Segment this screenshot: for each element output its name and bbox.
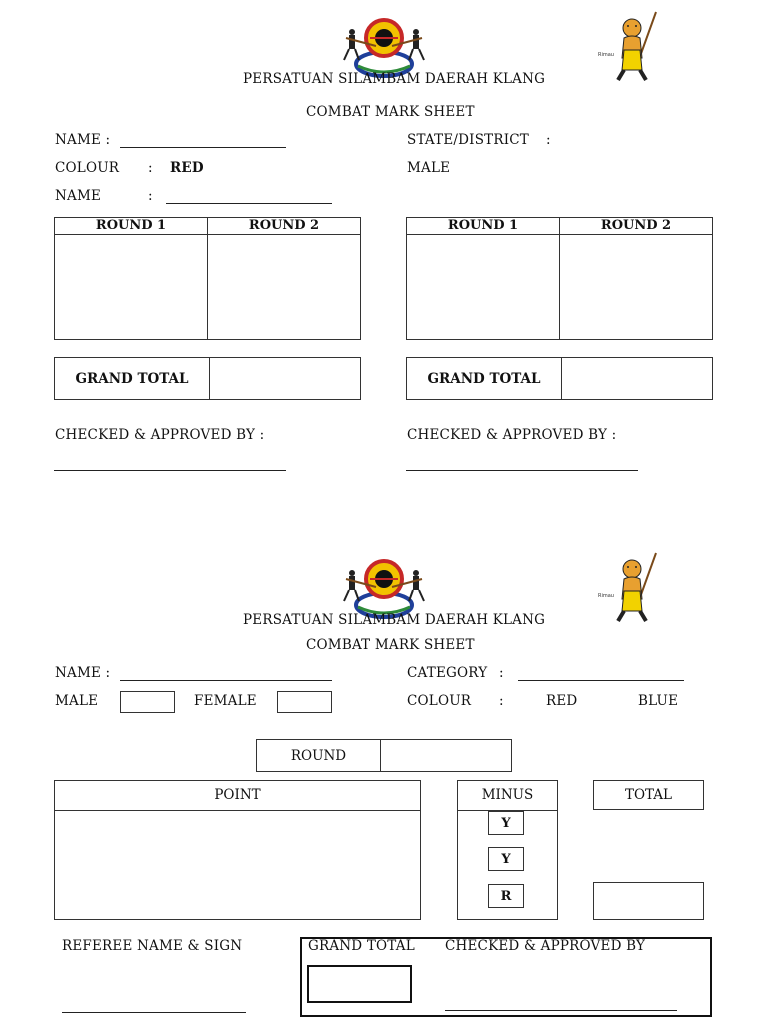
name-label: NAME :	[55, 665, 111, 681]
round-2-header: ROUND 2	[560, 218, 713, 235]
round-2-header: ROUND 2	[208, 218, 361, 235]
colour-label: COLOUR	[407, 693, 472, 709]
signature-line[interactable]	[54, 470, 286, 471]
state-district-label: STATE/DISTRICT	[407, 132, 529, 148]
name2-colon: :	[148, 188, 153, 204]
svg-text:Rimau: Rimau	[598, 52, 614, 58]
grand-total-value-cell[interactable]	[210, 358, 360, 399]
round-1-header: ROUND 1	[407, 218, 560, 235]
grand-total-label: GRAND TOTAL	[407, 358, 562, 399]
colour-colon: :	[148, 160, 153, 176]
svg-text:Rimau: Rimau	[598, 593, 614, 599]
grand-total-label: GRAND TOTAL	[308, 938, 415, 954]
gender-label: MALE	[407, 160, 451, 176]
round-1-score-cell[interactable]	[55, 235, 208, 340]
male-label: MALE	[55, 693, 99, 709]
colour-colon: :	[499, 693, 504, 709]
checked-approved-label: CHECKED & APPROVED BY :	[407, 427, 617, 443]
round-label: ROUND	[257, 740, 381, 771]
sheet-title: COMBAT MARK SHEET	[306, 637, 475, 653]
total-value-box[interactable]	[593, 882, 704, 920]
yellow-card-box[interactable]: Y	[488, 847, 524, 871]
colour-value: RED	[170, 160, 204, 176]
grand-total-label: GRAND TOTAL	[55, 358, 210, 399]
point-entry-area[interactable]	[55, 811, 420, 920]
approval-signature-line[interactable]	[445, 1010, 677, 1011]
round-2-score-cell[interactable]	[560, 235, 713, 340]
grand-total-value-cell[interactable]	[562, 358, 712, 399]
grand-total-value-box[interactable]	[307, 965, 412, 1003]
point-header: POINT	[55, 781, 420, 811]
point-box	[54, 780, 421, 920]
red-card-box[interactable]: R	[488, 884, 524, 908]
minus-header: MINUS	[458, 781, 557, 811]
round-1-header: ROUND 1	[55, 218, 208, 235]
name-label: NAME :	[55, 132, 111, 148]
referee-signature-line[interactable]	[62, 1012, 246, 1013]
round-1-score-cell[interactable]	[407, 235, 560, 340]
signature-line[interactable]	[406, 470, 638, 471]
male-checkbox[interactable]	[120, 691, 175, 713]
category-label: CATEGORY	[407, 665, 488, 681]
checked-approved-label: CHECKED & APPROVED BY	[445, 938, 646, 954]
name-entry-line[interactable]	[120, 147, 286, 148]
name2-label: NAME	[55, 188, 102, 204]
grand-total-box-left	[54, 357, 361, 400]
category-entry-line[interactable]	[518, 680, 684, 681]
round-2-score-cell[interactable]	[208, 235, 361, 340]
state-colon: :	[546, 132, 551, 148]
female-checkbox[interactable]	[277, 691, 332, 713]
round-value-cell[interactable]	[381, 740, 511, 771]
referee-label: REFEREE NAME & SIGN	[62, 938, 243, 954]
category-colon: :	[499, 665, 504, 681]
org-title: PERSATUAN SILAMBAM DAERAH KLANG	[243, 71, 546, 87]
name2-entry-line[interactable]	[166, 203, 332, 204]
grand-total-box-right	[406, 357, 713, 400]
name-entry-line[interactable]	[120, 680, 332, 681]
rounds-table-right	[406, 217, 713, 340]
tiger-mascot-icon	[596, 551, 666, 625]
total-header: TOTAL	[593, 780, 704, 810]
female-label: FEMALE	[194, 693, 257, 709]
round-box	[256, 739, 512, 772]
sheet-title: COMBAT MARK SHEET	[306, 104, 475, 120]
org-title: PERSATUAN SILAMBAM DAERAH KLANG	[243, 612, 546, 628]
colour-option-red[interactable]: RED	[546, 693, 578, 709]
yellow-card-box[interactable]: Y	[488, 811, 524, 835]
colour-option-blue[interactable]: BLUE	[638, 693, 679, 709]
rounds-table-left	[54, 217, 361, 340]
checked-approved-label: CHECKED & APPROVED BY :	[55, 427, 265, 443]
tiger-mascot-icon	[596, 10, 666, 84]
colour-label: COLOUR	[55, 160, 120, 176]
